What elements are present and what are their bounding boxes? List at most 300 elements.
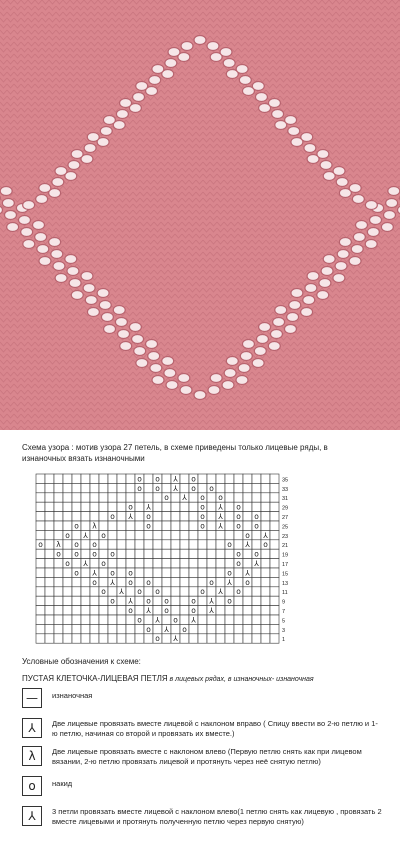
chart-cell [261,502,270,511]
chart-cell [171,577,180,586]
chart-cell [72,606,81,615]
yarn-over-symbol-icon: o [65,559,70,568]
chart-cell [153,624,162,633]
eyelet-hole [39,184,51,193]
right-decrease-symbol-icon: ⅄ [146,606,151,615]
chart-cell [171,596,180,605]
eyelet-hole [287,313,299,322]
chart-cell [153,559,162,568]
chart-cell [117,615,126,624]
chart-cell [243,624,252,633]
chart-cell [135,559,144,568]
chart-cell [63,549,72,558]
eyelet-hole [270,330,282,339]
chart-cell [189,512,198,521]
chart-cell [117,549,126,558]
chart-cell [252,606,261,615]
yarn-over-symbol-icon: o [200,587,205,597]
chart-cell [144,540,153,549]
eyelet-hole [129,323,141,332]
right-decrease-symbol-icon: ⅄ [263,530,268,540]
yarn-over-symbol-icon: o [209,577,214,587]
left-decrease-symbol-icon: λ [56,540,61,550]
chart-cell [162,540,171,549]
eyelet-hole [323,255,335,264]
chart-cell [162,634,171,643]
right-decrease-symbol-icon: ⅄ [218,502,223,512]
yarn-over-symbol-icon: o [146,624,151,634]
yarn-over-symbol-icon: o [164,606,169,615]
chart-cell [81,577,90,586]
chart-cell [270,474,279,483]
left-decrease-symbol-icon: λ [22,746,42,766]
yarn-over-symbol-icon: o [245,577,250,587]
chart-cell [72,587,81,596]
chart-cell [207,559,216,568]
chart-cell [216,596,225,605]
chart-cell [243,549,252,558]
chart-cell [63,493,72,502]
chart-cell [252,615,261,624]
right-decrease-symbol-icon: ⅄ [191,615,196,625]
chart-cell [243,615,252,624]
chart-cell [261,615,270,624]
chart-cell [108,530,117,539]
chart-cell [216,624,225,633]
chart-cell [72,596,81,605]
chart-cell [45,624,54,633]
yarn-over-symbol-icon: o [146,521,151,531]
chart-cell [243,606,252,615]
chart-cell [117,568,126,577]
yarn-over-symbol-icon: o [245,530,250,540]
chart-cell [135,549,144,558]
chart-cell [153,493,162,502]
chart-cell [234,577,243,586]
chart-cell [225,559,234,568]
chart-cell [216,549,225,558]
chart-cell [54,587,63,596]
chart-cell [180,540,189,549]
chart-cell [189,587,198,596]
eyelet-hole [49,238,61,247]
eyelet-hole [65,255,77,264]
chart-cell [108,634,117,643]
chart-cell [63,540,72,549]
yarn-over-symbol-icon: o [191,606,196,615]
eyelet-hole [256,335,268,344]
row-number: 23 [282,533,289,540]
chart-cell [72,615,81,624]
eyelet-hole [351,245,363,254]
chart-cell [243,512,252,521]
eyelet-hole [136,359,148,368]
right-decrease-symbol-icon: ⅄ [218,512,223,521]
chart-cell [117,474,126,483]
yarn-over-symbol-icon: o [128,606,133,615]
chart-cell [270,540,279,549]
right-decrease-symbol-icon: ⅄ [164,624,169,634]
eyelet-hole [333,274,345,283]
chart-cell [162,587,171,596]
right-decrease-symbol-icon: ⅄ [110,577,115,587]
right-decrease-symbol-icon: ⅄ [119,587,124,597]
yarn-over-symbol-icon: o [146,512,151,521]
chart-cell [81,512,90,521]
chart-cell [54,559,63,568]
chart-cell [126,530,135,539]
right-decrease-symbol-icon: ⅄ [218,587,223,597]
chart-cell [81,502,90,511]
chart-cell [126,587,135,596]
yarn-over-symbol-icon: o [22,776,42,796]
eyelet-hole [7,223,19,232]
chart-cell [81,624,90,633]
eyelet-hole [275,306,287,315]
chart-cell [261,587,270,596]
chart-cell [63,512,72,521]
yarn-over-symbol-icon: o [110,568,115,578]
chart-cell [54,615,63,624]
chart-cell [180,615,189,624]
chart-cell [270,568,279,577]
eyelet-hole [81,272,93,281]
eyelet-hole [33,221,45,230]
chart-cell [90,474,99,483]
right-decrease-symbol-icon: ⅄ [227,577,232,587]
chart-cell [126,634,135,643]
chart-cell [63,596,72,605]
row-number: 19 [282,552,289,559]
chart-cell [81,483,90,492]
yarn-over-symbol-icon: o [92,549,97,559]
chart-cell [180,568,189,577]
eyelet-hole [103,116,115,125]
chart-cell [135,606,144,615]
chart-cell [252,634,261,643]
right-decrease-symbol-icon: ⅄ [128,596,133,606]
chart-cell [72,483,81,492]
chart-cell [72,502,81,511]
yarn-over-symbol-icon: o [191,483,196,493]
chart-cell [72,559,81,568]
chart-cell [99,493,108,502]
eyelet-hole [207,42,219,51]
chart-cell [216,540,225,549]
chart-cell [171,549,180,558]
chart-cell [45,606,54,615]
eyelet-hole [133,93,145,102]
chart-cell [45,615,54,624]
chart-cell [153,596,162,605]
eyelet-hole [181,42,193,51]
yarn-over-symbol-icon: o [191,474,196,484]
chart-cell [126,483,135,492]
chart-cell [36,587,45,596]
yarn-over-symbol-icon: o [56,549,61,559]
right-decrease-symbol-icon: ⅄ [218,521,223,531]
eyelet-hole [365,240,377,249]
chart-cell [36,493,45,502]
chart-cell [171,587,180,596]
chart-cell [90,596,99,605]
chart-cell [162,549,171,558]
eyelet-hole [288,127,300,136]
chart-cell [36,634,45,643]
chart-cell [171,521,180,530]
chart-cell [54,624,63,633]
chart-cell [54,634,63,643]
row-number: 15 [282,571,289,578]
chart-cell [198,596,207,605]
chart-cell [198,624,207,633]
eyelet-hole [226,357,238,366]
yarn-over-symbol-icon: o [254,521,259,531]
chart-cell [144,530,153,539]
chart-cell [207,587,216,596]
eyelet-hole [252,82,264,91]
row-number: 1 [282,637,286,644]
eyelet-hole [289,301,301,310]
chart-cell [189,502,198,511]
chart-cell [63,606,72,615]
chart-cell [198,606,207,615]
eyelet-hole [349,184,361,193]
eyelet-hole [268,342,280,351]
row-number: 31 [282,496,289,503]
chart-cell [261,549,270,558]
yarn-over-symbol-icon: o [74,549,79,559]
chart-cell [261,483,270,492]
chart-cell [198,634,207,643]
chart-cell [81,474,90,483]
chart-cell [99,521,108,530]
eyelet-hole [367,228,379,237]
eyelet-hole [303,296,315,305]
chart-cell [36,615,45,624]
eyelet-hole [301,133,313,142]
eyelet-hole [305,284,317,293]
chart-cell [90,502,99,511]
eyelet-hole [0,187,12,196]
chart-cell [108,502,117,511]
chart-cell [54,530,63,539]
eyelet-hole [349,257,361,266]
chart-cell [189,634,198,643]
chart-cell [63,502,72,511]
chart-cell [234,596,243,605]
yarn-over-symbol-icon: o [137,587,142,597]
eyelet-hole [353,233,365,242]
chart-cell [207,530,216,539]
chart-cell [225,512,234,521]
chart-cell [243,559,252,568]
chart-cell [216,577,225,586]
chart-cell [216,634,225,643]
eyelet-hole [252,359,264,368]
chart-cell [162,559,171,568]
eyelet-hole [118,330,130,339]
yarn-over-symbol-icon: o [236,549,241,559]
yarn-over-symbol-icon: o [200,502,205,512]
chart-cell [63,577,72,586]
eyelet-hole [83,284,95,293]
legend-empty-cell-note [22,674,314,683]
eyelet-hole [166,381,178,390]
chart-cell [234,624,243,633]
chart-cell [45,512,54,521]
chart-cell [207,493,216,502]
eyelet-hole [148,352,160,361]
chart-cell [135,568,144,577]
pattern-caption: Схема узора : мотив узора 27 петель, в схеме приведены только лицевые ряды, в изнаночных вязать изнаночными [22,443,328,463]
chart-cell [216,483,225,492]
chart-cell [117,606,126,615]
chart-cell [81,540,90,549]
eyelet-hole [164,369,176,378]
eyelet-hole [336,178,348,187]
chart-cell [270,606,279,615]
chart-cell [108,483,117,492]
chart-cell [216,559,225,568]
chart-cell [81,615,90,624]
eyelet-hole [68,161,80,170]
chart-cell [171,606,180,615]
chart-cell [180,587,189,596]
chart-cell [54,596,63,605]
eyelet-hole [51,250,63,259]
chart-cell [234,540,243,549]
chart-cell [225,493,234,502]
yarn-over-symbol-icon: o [146,577,151,587]
chart-cell [36,512,45,521]
chart-cell [54,502,63,511]
row-number: 3 [282,627,286,634]
chart-cell [243,596,252,605]
chart-cell [117,540,126,549]
eyelet-hole [239,76,251,85]
chart-cell [135,624,144,633]
chart-cell [243,483,252,492]
chart-cell [243,474,252,483]
eyelet-hole [97,289,109,298]
right-decrease-symbol-icon: ⅄ [245,540,250,550]
chart-cell [225,474,234,483]
chart-cell [117,502,126,511]
chart-cell [225,606,234,615]
chart-cell [171,512,180,521]
chart-cell [207,521,216,530]
eyelet-hole [194,36,206,45]
eyelet-hole [352,195,364,204]
row-number: 5 [282,618,286,625]
chart-cell [261,559,270,568]
chart-cell [72,493,81,502]
chart-cell [162,577,171,586]
eyelet-hole [55,167,67,176]
eyelet-hole [220,48,232,57]
chart-cell [216,474,225,483]
eyelet-hole [2,199,14,208]
chart-cell [180,530,189,539]
yarn-over-symbol-icon: o [74,568,79,578]
chart-cell [252,568,261,577]
eyelet-hole [307,272,319,281]
eyelet-hole [36,195,48,204]
chart-cell [99,596,108,605]
eyelet-hole [69,279,81,288]
right-decrease-symbol-icon: ⅄ [245,568,250,578]
chart-cell [135,540,144,549]
chart-cell [252,587,261,596]
legend-item-text: накид [52,779,73,788]
chart-cell [108,587,117,596]
chart-cell [126,540,135,549]
right-decrease-symbol-icon: ⅄ [209,606,214,615]
legend-item-text: изнаночная [52,691,93,700]
eyelet-hole [365,201,377,210]
chart-cell [153,577,162,586]
chart-cell [198,568,207,577]
eyelet-hole [120,342,132,351]
chart-cell [198,615,207,624]
chart-cell [171,530,180,539]
eyelet-hole [254,347,266,356]
chart-cell [108,559,117,568]
chart-cell [180,521,189,530]
eyelet-hole [284,325,296,334]
chart-cell [171,624,180,633]
chart-cell [225,549,234,558]
chart-cell [117,596,126,605]
chart-cell [198,559,207,568]
chart-cell [54,493,63,502]
chart-cell [90,615,99,624]
eyelet-hole [132,335,144,344]
chart-cell [144,493,153,502]
chart-cell [108,606,117,615]
chart-cell [45,540,54,549]
eyelet-hole [381,223,393,232]
yarn-over-symbol-icon: o [137,483,142,493]
eyelet-hole [87,308,99,317]
yarn-over-symbol-icon: o [110,549,115,559]
chart-cell [225,521,234,530]
chart-cell [216,615,225,624]
chart-cell [252,493,261,502]
chart-cell [270,493,279,502]
eyelet-hole [317,291,329,300]
eyelet-hole [104,325,116,334]
row-number: 29 [282,505,289,512]
eyelet-hole [116,110,128,119]
chart-cell [72,474,81,483]
chart-cell [171,568,180,577]
eyelet-hole [208,386,220,395]
eyelet-hole [339,238,351,247]
chart-cell [225,587,234,596]
eyelet-hole [37,245,49,254]
chart-cell [189,540,198,549]
yarn-over-symbol-icon: o [101,587,106,597]
chart-cell [270,615,279,624]
chart-cell [234,530,243,539]
knitting-chart [0,470,400,650]
yarn-over-symbol-icon: o [92,577,97,587]
chart-cell [234,615,243,624]
chart-cell [36,596,45,605]
chart-cell [153,549,162,558]
